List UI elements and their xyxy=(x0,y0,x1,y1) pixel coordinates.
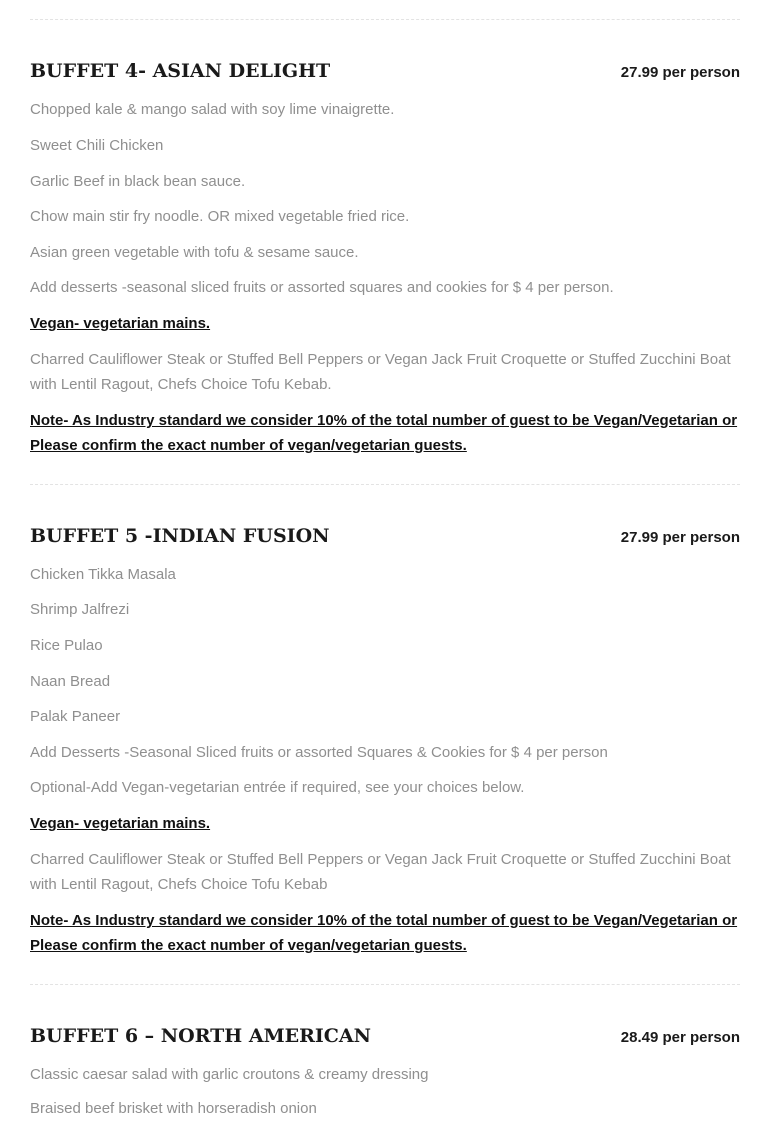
menu-item: Palak Paneer xyxy=(30,708,121,725)
section-divider xyxy=(30,19,740,20)
menu-item: Rice Pulao xyxy=(30,637,103,654)
menu-item: Classic caesar salad with garlic croutons & creamy dressing xyxy=(30,1066,429,1083)
buffet-6-title: BUFFET 6 – NORTH AMERICAN xyxy=(30,1025,372,1047)
buffet-5-section xyxy=(30,524,740,550)
menu-item: Shrimp Jalfrezi xyxy=(30,601,130,618)
menu-item: Asian green vegetable with tofu & sesame sauce. xyxy=(30,244,359,261)
vegan-note: Note- As Industry standard we consider 10% of the total number of guest to be Vegan/Vegetarian or Please confirm the exact number of vegan/vegetarian guests. xyxy=(30,412,738,454)
menu-item: Braised beef brisket with horseradish onion xyxy=(30,1100,317,1117)
section-divider xyxy=(30,984,740,985)
menu-item: Chopped kale & mango salad with soy lime vinaigrette. xyxy=(30,101,395,118)
buffet-5-title: BUFFET 5 -INDIAN FUSION xyxy=(30,525,330,547)
buffet-5-header xyxy=(30,524,740,550)
section-divider xyxy=(30,484,740,485)
buffet-6-section xyxy=(30,1024,740,1050)
menu-item: Naan Bread xyxy=(30,673,111,690)
menu-item: Optional-Add Vegan-vegetarian entrée if required, see your choices below. xyxy=(30,779,525,796)
buffet-4-section xyxy=(30,59,740,85)
menu-item: Add desserts -seasonal sliced fruits or assorted squares and cookies for $ 4 per person. xyxy=(30,279,614,296)
menu-item: Sweet Chili Chicken xyxy=(30,137,164,154)
menu-item: Garlic Beef in black bean sauce. xyxy=(30,173,246,190)
vegan-note: Note- As Industry standard we consider 10% of the total number of guest to be Vegan/Vegetarian or Please confirm the exact number of vegan/vegetarian guests. xyxy=(30,912,738,954)
menu-item: Add Desserts -Seasonal Sliced fruits or assorted Squares & Cookies for $ 4 per person xyxy=(30,744,608,761)
vegan-options: Charred Cauliflower Steak or Stuffed Bell Peppers or Vegan Jack Fruit Croquette or Stuffed Zucchini Boat with Lentil Ragout, Chefs Choice Tofu Kebab xyxy=(30,851,731,893)
buffet-6-price: 28.49 per person xyxy=(620,1029,740,1046)
vegan-heading: Vegan- vegetarian mains. xyxy=(30,315,211,332)
vegan-heading: Vegan- vegetarian mains. xyxy=(30,815,211,832)
menu-item: Chow main stir fry noodle. OR mixed vegetable fried rice. xyxy=(30,208,410,225)
menu-item: Chicken Tikka Masala xyxy=(30,566,176,583)
vegan-options: Charred Cauliflower Steak or Stuffed Bell Peppers or Vegan Jack Fruit Croquette or Stuffed Zucchini Boat with Lentil Ragout, Chefs Choice Tofu Kebab. xyxy=(30,351,731,393)
buffet-6-header xyxy=(30,1024,740,1050)
buffet-5-price: 27.99 per person xyxy=(620,529,740,546)
buffet-4-title: BUFFET 4- ASIAN DELIGHT xyxy=(30,60,331,82)
buffet-4-header xyxy=(30,59,740,85)
buffet-4-price: 27.99 per person xyxy=(620,64,740,81)
